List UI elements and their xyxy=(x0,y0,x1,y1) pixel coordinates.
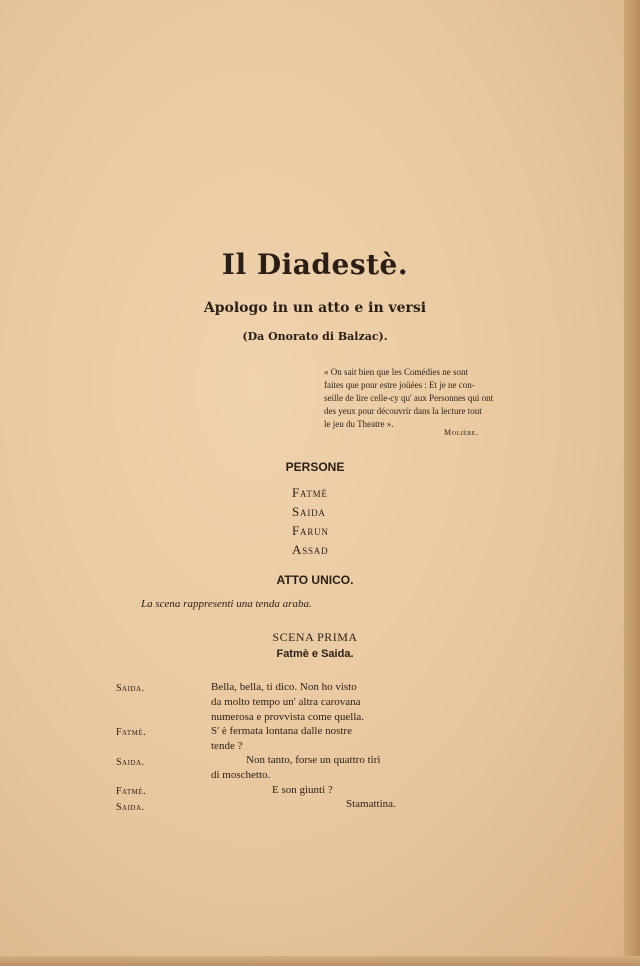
speaker-label: Fatmè. xyxy=(116,727,147,738)
cast-list xyxy=(292,483,329,559)
dialogue-line: da molto tempo un' altra carovana xyxy=(211,696,361,708)
dialogue-line: di moschetto. xyxy=(211,769,271,781)
scene-title: SCENA PRIMA xyxy=(272,630,358,644)
epigraph-author: Molière. xyxy=(444,428,479,437)
dialogue-line: E son giunti ? xyxy=(272,784,333,796)
cast-name: Saida xyxy=(292,504,326,519)
page-edge-bottom xyxy=(0,956,640,966)
play-title: Il Diadestè. xyxy=(221,248,409,281)
play-subtitle: Apologo in un atto e in versi xyxy=(203,300,427,316)
cast-name: Assad xyxy=(292,542,329,557)
speaker-label: Saida. xyxy=(116,757,145,768)
speaker-label: Fatmè. xyxy=(116,786,147,797)
dialogue-line: numerosa e provvista come quella. xyxy=(211,711,365,723)
epigraph-line: seille de lire celle-cy qu' aux Personnes qui ont xyxy=(324,393,494,403)
scene-description: La scena rappresenti una tenda araba. xyxy=(141,598,312,610)
persone-heading: PERSONE xyxy=(285,460,345,474)
speaker-label: Saida. xyxy=(116,802,145,813)
dialogue-line: tende ? xyxy=(211,740,243,752)
page-edge-right xyxy=(624,0,640,966)
dialogue-line: S' è fermata lontana dalle nostre xyxy=(211,725,352,737)
epigraph xyxy=(324,366,522,431)
act-heading: ATTO UNICO. xyxy=(276,573,354,587)
cast-name: Farun xyxy=(292,523,329,538)
epigraph-line: faites que pour estre joüées : Et je ne con- xyxy=(324,380,475,390)
dialogue-line: Bella, bella, ti dico. Non ho visto xyxy=(211,681,357,693)
speaker-label: Saida. xyxy=(116,683,145,694)
epigraph-line: le jeu du Theatre ». xyxy=(324,419,394,429)
epigraph-line: « On sait bien que les Comédies ne sont xyxy=(324,367,468,377)
epigraph-line: des yeux pour découvrir dans la lecture tout xyxy=(324,406,482,416)
scene-characters: Fatmè e Saida. xyxy=(276,648,354,660)
play-source: (Da Onorato di Balzac). xyxy=(242,330,388,343)
dialogue-line: Non tanto, forse un quattro tiri xyxy=(246,754,381,766)
dialogue-line: Stamattina. xyxy=(346,798,396,810)
cast-name: Fatmè xyxy=(292,485,328,500)
